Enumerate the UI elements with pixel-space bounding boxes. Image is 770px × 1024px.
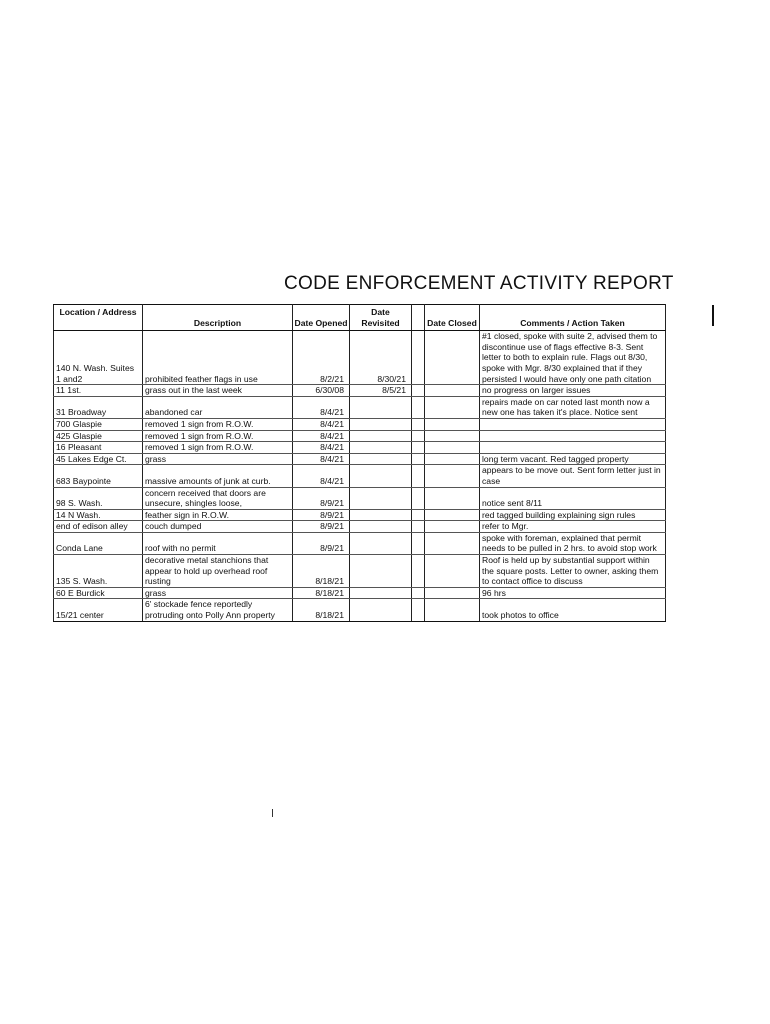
cell-location: 45 Lakes Edge Ct. <box>54 453 143 465</box>
column-spacer <box>412 305 425 331</box>
cell-date-opened: 8/18/21 <box>293 555 350 588</box>
cell-comments: Roof is held up by substantial support within the square posts. Letter to owner, asking them to contact office to discuss <box>480 555 666 588</box>
cell-date-closed <box>425 487 480 509</box>
table-row <box>54 385 666 397</box>
column-header-location: Location / Address <box>54 305 143 331</box>
cell-date-closed <box>425 331 480 385</box>
table-row <box>54 396 666 418</box>
cell-comments: spoke with foreman, explained that permit needs to be pulled in 2 hrs. to avoid stop work <box>480 532 666 554</box>
cell-description: removed 1 sign from R.O.W. <box>143 418 293 430</box>
cell-description: grass <box>143 587 293 599</box>
cell-spacer <box>412 509 425 521</box>
cell-comments: long term vacant. Red tagged property <box>480 453 666 465</box>
cell-description: roof with no permit <box>143 532 293 554</box>
cell-date-closed <box>425 442 480 454</box>
cell-date-opened: 8/4/21 <box>293 453 350 465</box>
cell-location: 140 N. Wash. Suites 1 and2 <box>54 331 143 385</box>
cell-date-revisited <box>350 453 412 465</box>
cell-date-opened: 6/30/08 <box>293 385 350 397</box>
cell-date-opened: 8/4/21 <box>293 418 350 430</box>
scan-mark <box>712 305 714 326</box>
cell-date-opened: 8/4/21 <box>293 396 350 418</box>
table-row <box>54 487 666 509</box>
cell-description: grass <box>143 453 293 465</box>
cell-date-revisited <box>350 418 412 430</box>
cell-location: 31 Broadway <box>54 396 143 418</box>
cell-description: removed 1 sign from R.O.W. <box>143 430 293 442</box>
cell-spacer <box>412 555 425 588</box>
cell-date-opened: 8/2/21 <box>293 331 350 385</box>
cell-date-opened: 8/18/21 <box>293 587 350 599</box>
cell-date-revisited <box>350 587 412 599</box>
cell-date-revisited <box>350 555 412 588</box>
cell-comments: refer to Mgr. <box>480 521 666 533</box>
cell-spacer <box>412 331 425 385</box>
cell-location: end of edison alley <box>54 521 143 533</box>
cell-spacer <box>412 418 425 430</box>
cell-comments: no progress on larger issues <box>480 385 666 397</box>
cell-spacer <box>412 532 425 554</box>
cell-date-revisited: 8/30/21 <box>350 331 412 385</box>
cell-date-opened: 8/4/21 <box>293 465 350 487</box>
cell-date-opened: 8/9/21 <box>293 532 350 554</box>
cell-date-revisited: 8/5/21 <box>350 385 412 397</box>
cell-date-closed <box>425 430 480 442</box>
cell-date-closed <box>425 555 480 588</box>
cell-location: 425 Glaspie <box>54 430 143 442</box>
cell-spacer <box>412 465 425 487</box>
cell-comments: #1 closed, spoke with suite 2, advised them to discontinue use of flags effective 8-3. Sent letter to both to explain rule. Flags out 8/30, spoke with Mgr. 8/30 explained that if they persisted I would have only one path citation <box>480 331 666 385</box>
cell-comments <box>480 430 666 442</box>
cell-date-revisited <box>350 430 412 442</box>
cell-description: removed 1 sign from R.O.W. <box>143 442 293 454</box>
cell-description: 6' stockade fence reportedly protruding onto Polly Ann property <box>143 599 293 621</box>
cell-location: 700 Glaspie <box>54 418 143 430</box>
cell-date-closed <box>425 532 480 554</box>
table-row <box>54 509 666 521</box>
table-row <box>54 532 666 554</box>
cell-date-closed <box>425 599 480 621</box>
cell-date-closed <box>425 418 480 430</box>
cell-spacer <box>412 430 425 442</box>
cell-comments <box>480 442 666 454</box>
table-row <box>54 587 666 599</box>
cell-date-revisited <box>350 521 412 533</box>
cell-comments: red tagged building explaining sign rules <box>480 509 666 521</box>
cell-spacer <box>412 396 425 418</box>
table-row <box>54 521 666 533</box>
cell-location: 98 S. Wash. <box>54 487 143 509</box>
cell-comments: took photos to office <box>480 599 666 621</box>
cell-description: massive amounts of junk at curb. <box>143 465 293 487</box>
cell-comments: 96 hrs <box>480 587 666 599</box>
cell-date-opened: 8/4/21 <box>293 442 350 454</box>
column-header-date-closed: Date Closed <box>425 305 480 331</box>
cell-spacer <box>412 487 425 509</box>
cell-date-revisited <box>350 509 412 521</box>
cell-date-revisited <box>350 532 412 554</box>
table-row <box>54 442 666 454</box>
cell-location: Conda Lane <box>54 532 143 554</box>
table-header-row <box>54 305 666 331</box>
table-row <box>54 599 666 621</box>
cell-spacer <box>412 521 425 533</box>
column-header-comments: Comments / Action Taken <box>480 305 666 331</box>
cell-location: 683 Baypointe <box>54 465 143 487</box>
cell-comments <box>480 418 666 430</box>
cell-location: 16 Pleasant <box>54 442 143 454</box>
activity-table <box>53 304 666 622</box>
cell-date-closed <box>425 385 480 397</box>
scan-mark <box>272 809 273 817</box>
cell-date-closed <box>425 587 480 599</box>
cell-comments: repairs made on car noted last month now a new one has taken it's place. Notice sent <box>480 396 666 418</box>
cell-spacer <box>412 599 425 621</box>
cell-date-closed <box>425 509 480 521</box>
cell-date-closed <box>425 453 480 465</box>
cell-location: 135 S. Wash. <box>54 555 143 588</box>
cell-spacer <box>412 385 425 397</box>
table-row <box>54 555 666 588</box>
table-row <box>54 453 666 465</box>
table-row <box>54 418 666 430</box>
cell-spacer <box>412 442 425 454</box>
cell-date-opened: 8/9/21 <box>293 509 350 521</box>
cell-description: couch dumped <box>143 521 293 533</box>
cell-date-revisited <box>350 396 412 418</box>
column-header-date-revisited: Date Revisited <box>350 305 412 331</box>
cell-description: abandoned car <box>143 396 293 418</box>
cell-date-opened: 8/4/21 <box>293 430 350 442</box>
cell-date-revisited <box>350 465 412 487</box>
cell-description: prohibited feather flags in use <box>143 331 293 385</box>
cell-date-closed <box>425 521 480 533</box>
column-header-date-opened: Date Opened <box>293 305 350 331</box>
cell-location: 15/21 center <box>54 599 143 621</box>
cell-date-opened: 8/18/21 <box>293 599 350 621</box>
cell-location: 14 N Wash. <box>54 509 143 521</box>
table-row <box>54 430 666 442</box>
cell-comments: notice sent 8/11 <box>480 487 666 509</box>
cell-date-closed <box>425 465 480 487</box>
cell-description: feather sign in R.O.W. <box>143 509 293 521</box>
cell-description: concern received that doors are unsecure, shingles loose, <box>143 487 293 509</box>
cell-location: 60 E Burdick <box>54 587 143 599</box>
report-title: CODE ENFORCEMENT ACTIVITY REPORT <box>284 273 674 294</box>
cell-description: decorative metal stanchions that appear to hold up overhead roof rusting <box>143 555 293 588</box>
cell-date-closed <box>425 396 480 418</box>
cell-date-opened: 8/9/21 <box>293 487 350 509</box>
cell-spacer <box>412 453 425 465</box>
table-row <box>54 331 666 385</box>
cell-location: 11 1st. <box>54 385 143 397</box>
cell-spacer <box>412 587 425 599</box>
table-row <box>54 465 666 487</box>
cell-date-revisited <box>350 599 412 621</box>
cell-date-opened: 8/9/21 <box>293 521 350 533</box>
column-header-description: Description <box>143 305 293 331</box>
cell-description: grass out in the last week <box>143 385 293 397</box>
cell-date-revisited <box>350 442 412 454</box>
cell-comments: appears to be move out. Sent form letter just in case <box>480 465 666 487</box>
cell-date-revisited <box>350 487 412 509</box>
